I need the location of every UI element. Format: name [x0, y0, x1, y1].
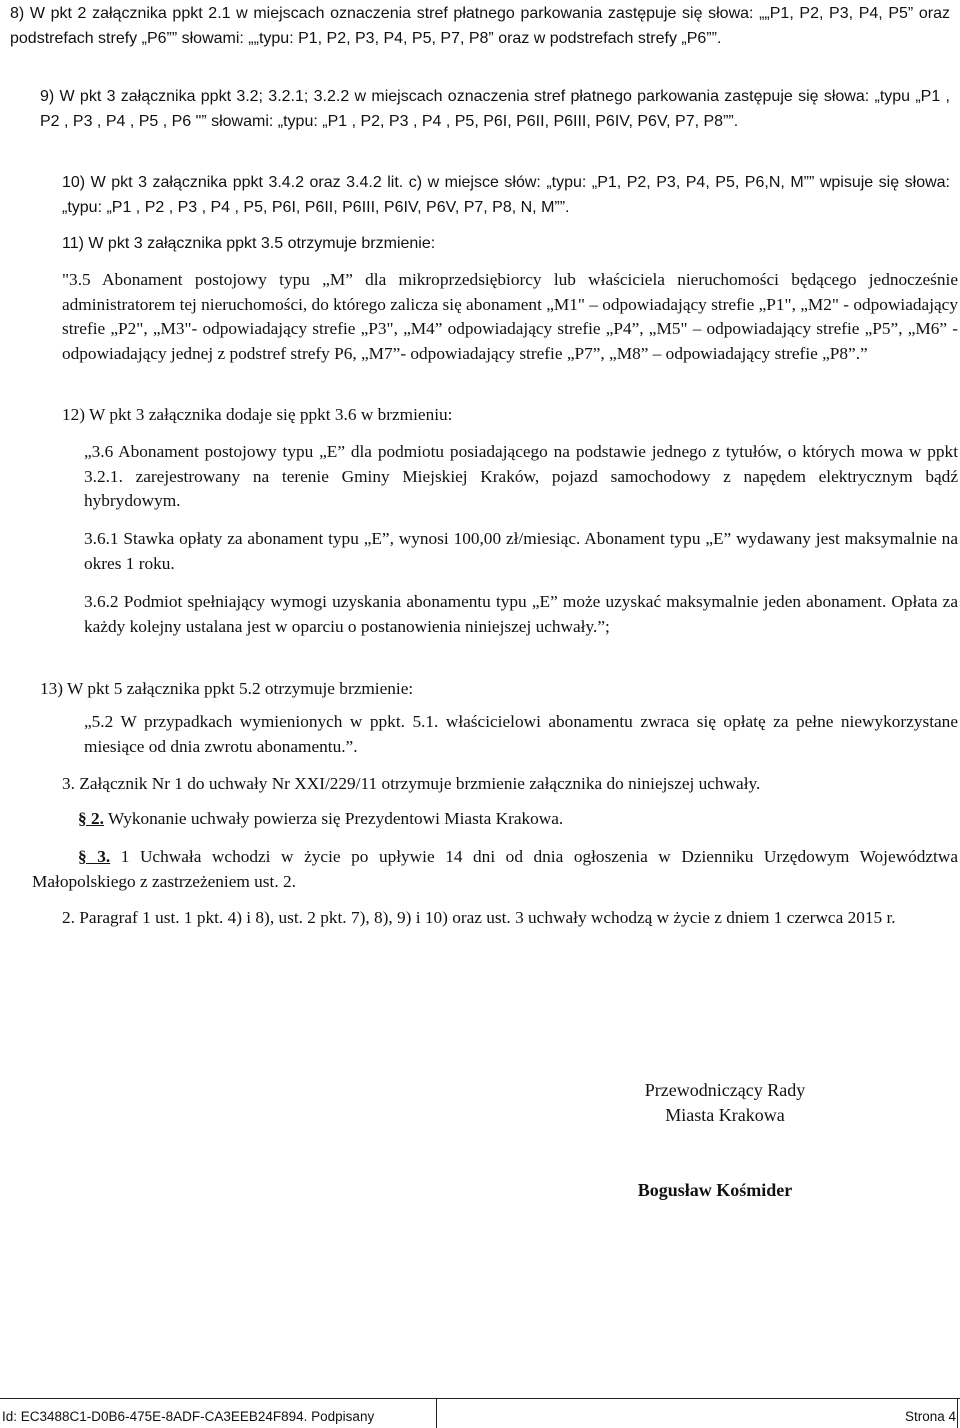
- section-2-mark: § 2.: [78, 809, 104, 828]
- paragraph-12-quote-3-6-1: 3.6.1 Stawka opłaty za abonament typu „E”, wynosi 100,00 zł/miesiąc. Abonament typu „E” wydawany jest maksymalnie na okres 1 roku.: [84, 529, 958, 573]
- section-3-mark: § 3.: [78, 847, 111, 866]
- signature-role-line-1: Przewodniczący Rady: [644, 1080, 806, 1100]
- paragraph-11: 11) W pkt 3 załącznika ppkt 3.5 otrzymuje brzmienie:: [62, 235, 436, 252]
- signature-role-line-2: Miasta Krakowa: [665, 1105, 785, 1125]
- paragraph-11-quote: "3.5 Abonament postojowy typu „M” dla mikroprzedsiębiorcy lub właściciela nieruchomości będącego jednocześnie administratorem tej nieruchomości, do którego zalicza się abonament „M1" – odpowiadający strefie „P1", „M2" - odpowiadający strefie „P2", „M3"- odpowiadający strefie „P3", „M4” odpowiadający strefie „P4”, „M5" – odpowiadający strefie „P5”, „M6” - odpowiadający jednej z podstref strefy P6, „M7”- odpowiadający strefie „P7”, „M8” – odpowiadający strefie „P8”.”: [62, 270, 958, 363]
- paragraph-12-quote-3-6: „3.6 Abonament postojowy typu „E” dla podmiotu posiadającego na podstawie jednego z tytułów, o których mowa w ppkt 3.2.1. zarejestrowany na terenie Gminy Miejskiej Kraków, pojazd samochodowy z napędem elektrycznym bądź hybrydowym.: [84, 442, 958, 510]
- section-2: [78, 807, 958, 832]
- signature-name: Bogusław Kośmider: [637, 1180, 793, 1200]
- section-3-item-2: 2. Paragraf 1 ust. 1 pkt. 4) i 8), ust. 2 pkt. 7), 8), 9) i 10) oraz ust. 3 uchwały wchodzą w życie z dniem 1 czerwca 2015 r.: [62, 908, 896, 927]
- paragraph-13: 13) W pkt 5 załącznika ppkt 5.2 otrzymuje brzmienie:: [40, 679, 414, 698]
- paragraph-8: 8) W pkt 2 załącznika ppkt 2.1 w miejscach oznaczenia stref płatnego parkowania zastępuje się słowa: „„P1, P2, P3, P4, P5” oraz podstrefach strefy „P6”” słowami: „„typu: P1, P2, P3, P4, P5, P7, P8” oraz w podstrefach strefy „P6””.: [10, 5, 950, 47]
- section-2-text: Wykonanie uchwały powierza się Prezydentowi Miasta Krakowa.: [107, 809, 564, 828]
- item-3: 3. Załącznik Nr 1 do uchwały Nr XXI/229/11 otrzymuje brzmienie załącznika do niniejszej uchwały.: [62, 774, 761, 793]
- footer-page-number: Strona 4: [904, 1409, 956, 1424]
- section-3: [32, 845, 958, 894]
- footer-document-id: Id: EC3488C1-D0B6-475E-8ADF-CA3EEB24F894. Podpisany: [2, 1409, 375, 1424]
- paragraph-9: 9) W pkt 3 załącznika ppkt 3.2; 3.2.1; 3.2.2 w miejscach oznaczenia stref płatnego parkowania zastępuje się słowa: „typu „P1 , P2 , P3 , P4 , P5 , P6 "” słowami: „typu: „P1 , P2, P3 , P4 , P5, P6I, P6II, P6III, P6IV, P6V, P7, P8””.: [40, 88, 950, 130]
- paragraph-12-quote-3-6-2: 3.6.2 Podmiot spełniający wymogi uzyskania abonamentu typu „E” może uzyskać maksymalnie jeden abonament. Opłata za każdy kolejny ustalana jest w oparciu o postanowienia niniejszej uchwały.”;: [84, 592, 958, 636]
- section-3-text: 1 Uchwała wchodzi w życie po upływie 14 dni od dnia ogłoszenia w Dzienniku Urzędowym Województwa Małopolskiego z zastrzeżeniem ust. 2.: [32, 847, 958, 891]
- paragraph-10: 10) W pkt 3 załącznika ppkt 3.4.2 oraz 3.4.2 lit. c) w miejsce słów: „typu: „P1, P2, P3, P4, P5, P6,N, M”” wpisuje się słowa: „typu: „P1 , P2 , P3 , P4 , P5, P6I, P6II, P6III, P6IV, P6V, P7, P8, N, M””.: [62, 174, 950, 216]
- paragraph-12: 12) W pkt 3 załącznika dodaje się ppkt 3.6 w brzmieniu:: [62, 405, 453, 424]
- paragraph-13-quote: „5.2 W przypadkach wymienionych w ppkt. 5.1. właścicielowi abonamentu zwraca się opłatę za pełne niewykorzystane miesiące od dnia zwrotu abonamentu.”.: [84, 712, 958, 756]
